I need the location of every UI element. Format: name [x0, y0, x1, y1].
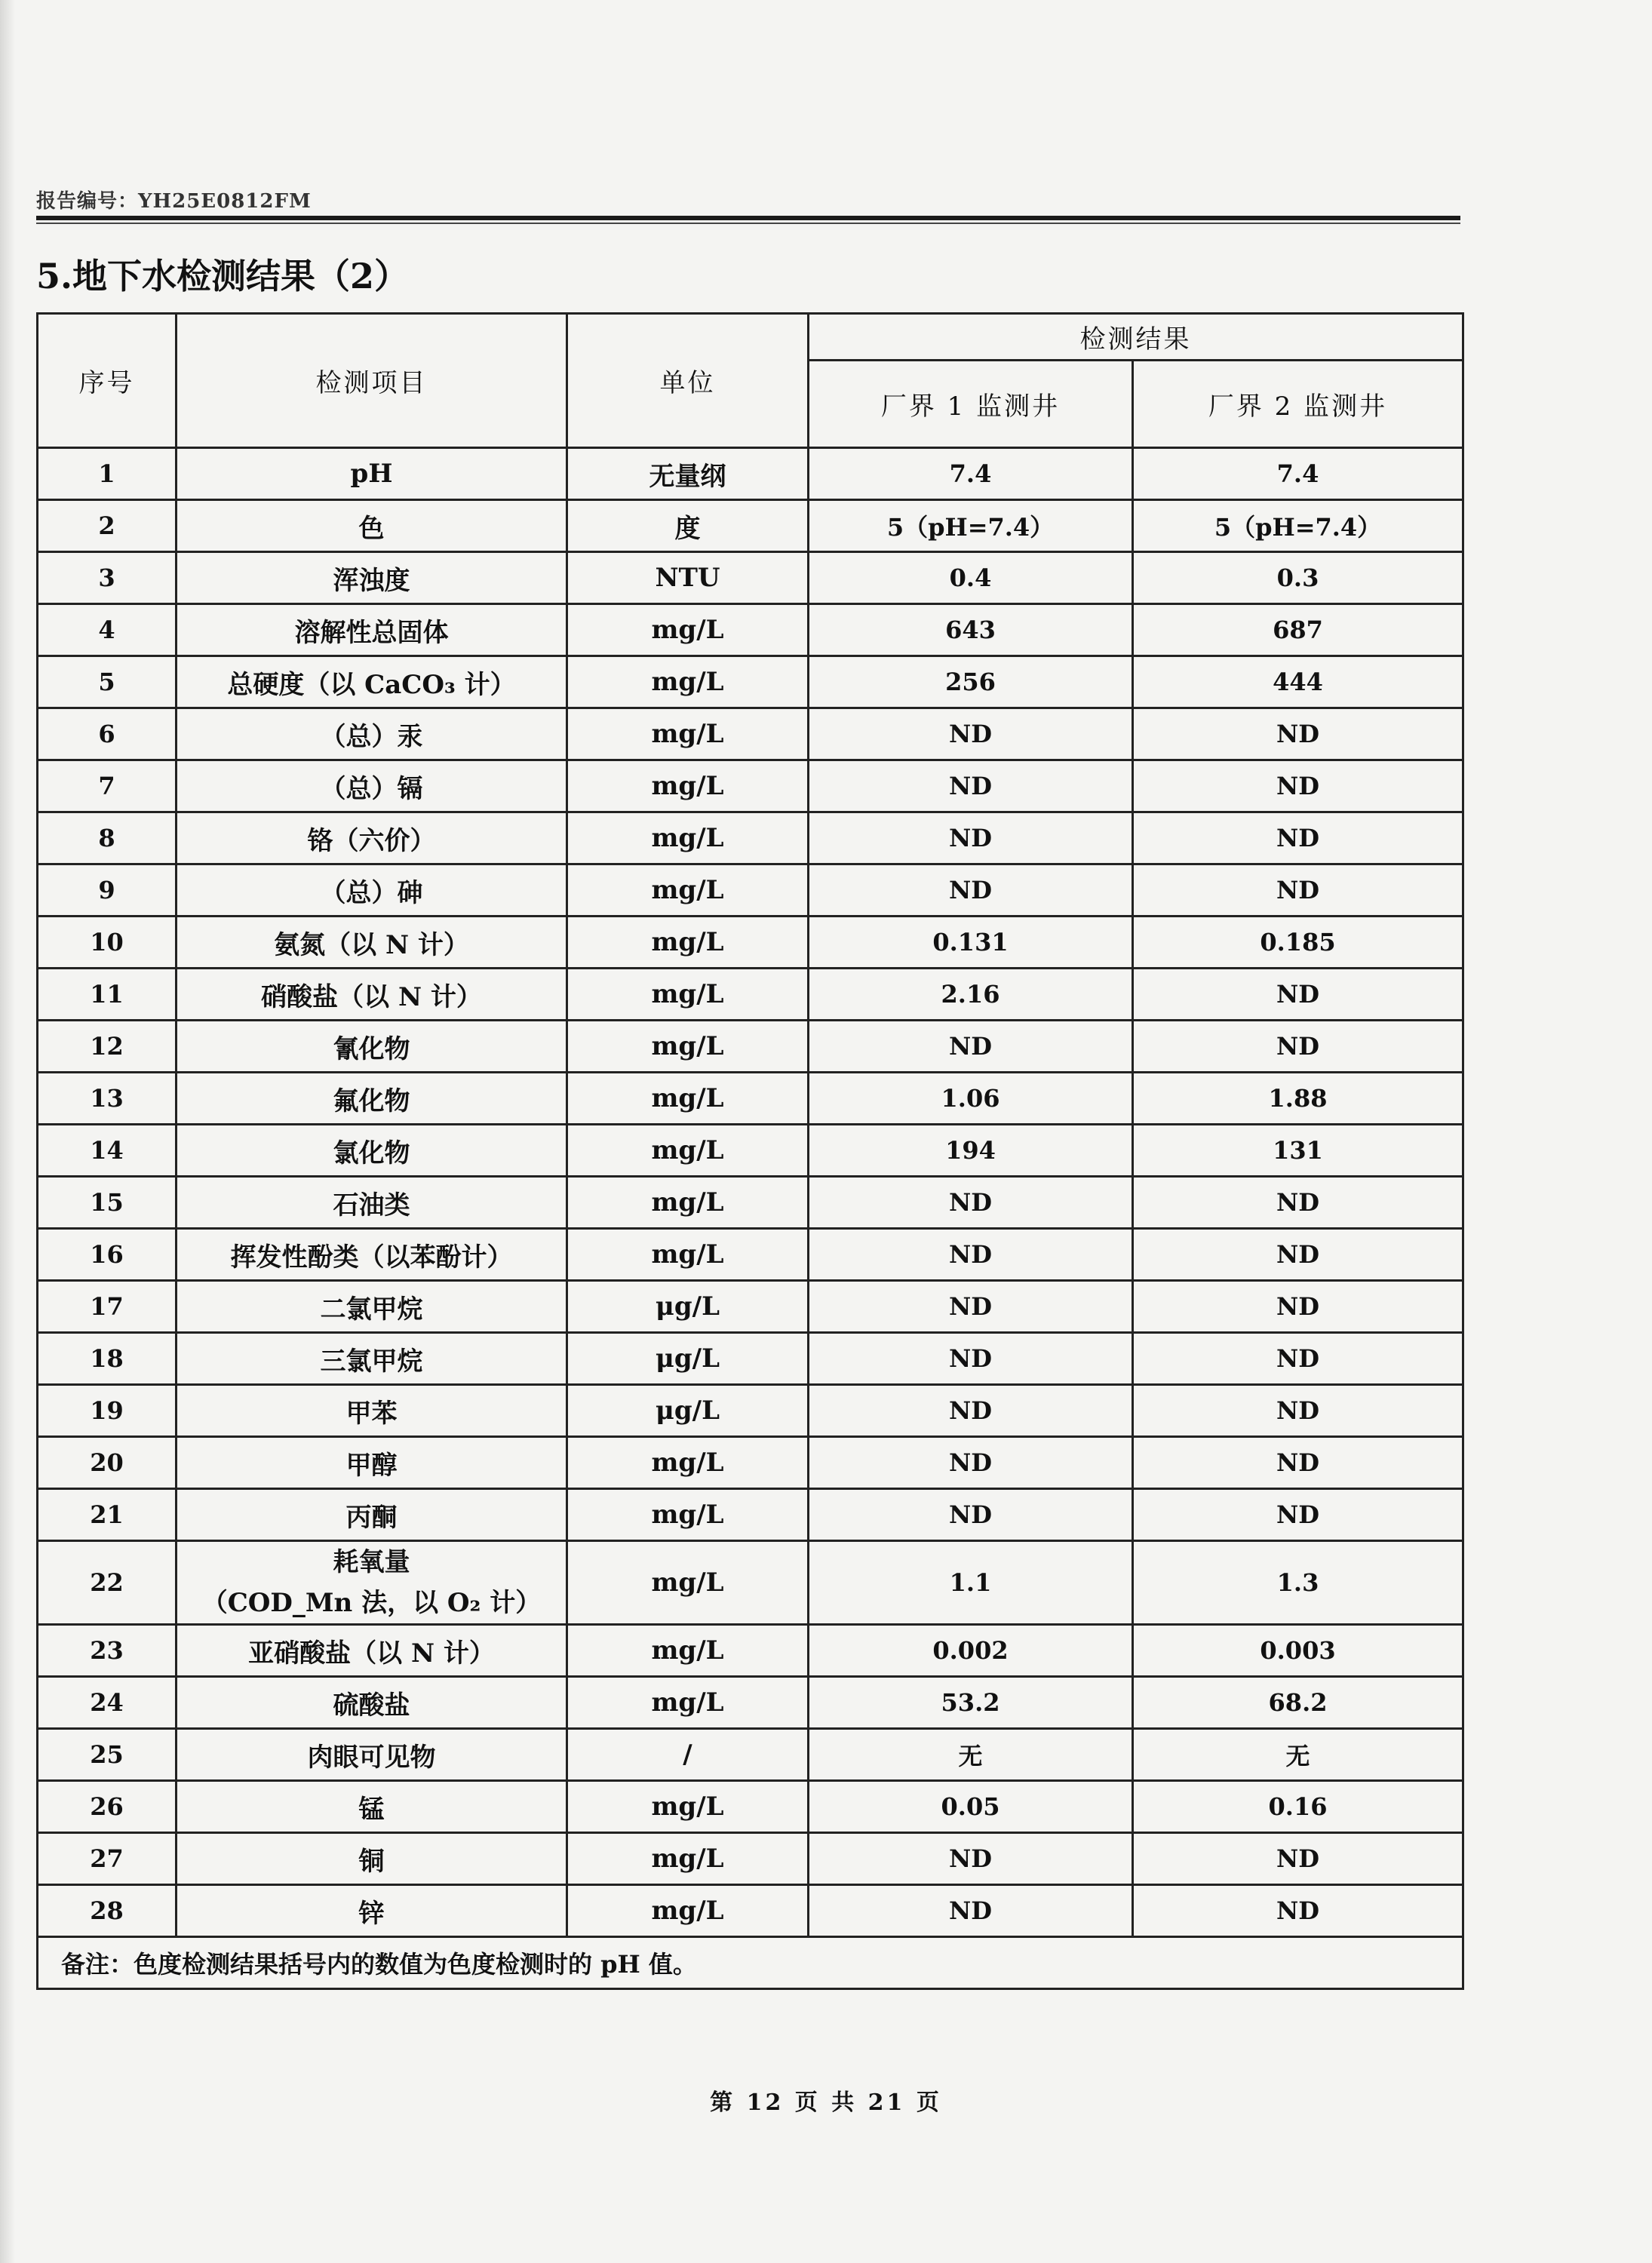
cell-unit: mg/L	[567, 656, 809, 708]
table-row	[38, 1385, 1463, 1437]
cell-item: 氟化物	[177, 1073, 567, 1125]
results-table	[36, 312, 1464, 1990]
cell-item: 甲苯	[177, 1385, 567, 1437]
table-row	[38, 1885, 1463, 1937]
cell-result-well-1: ND	[809, 812, 1133, 864]
cell-unit: NTU	[567, 552, 809, 604]
cell-result-well-1: 643	[809, 604, 1133, 656]
cell-result-well-2: 444	[1133, 656, 1463, 708]
cell-item-line2: （COD_Mn 法，以 O₂ 计）	[201, 1588, 542, 1618]
cell-result-well-1: ND	[809, 1021, 1133, 1073]
cell-result-well-2: ND	[1133, 864, 1463, 917]
table-row	[38, 604, 1463, 656]
cell-no: 12	[38, 1021, 177, 1073]
cell-result-well-2: ND	[1133, 1021, 1463, 1073]
table-row	[38, 1177, 1463, 1229]
header-well-2: 厂界 2 监测井	[1133, 361, 1463, 448]
cell-result-well-2: 5（pH=7.4）	[1133, 500, 1463, 552]
cell-unit: mg/L	[567, 917, 809, 969]
cell-unit: mg/L	[567, 1489, 809, 1541]
cell-result-well-2: ND	[1133, 1281, 1463, 1333]
cell-result-well-1: ND	[809, 1333, 1133, 1385]
cell-unit: mg/L	[567, 1781, 809, 1833]
cell-unit: mg/L	[567, 812, 809, 864]
table-row	[38, 708, 1463, 760]
cell-item: 硝酸盐（以 N 计）	[177, 969, 567, 1021]
table-row	[38, 864, 1463, 917]
cell-no: 27	[38, 1833, 177, 1885]
cell-result-well-2: 0.003	[1133, 1625, 1463, 1677]
cell-no: 14	[38, 1125, 177, 1177]
header-well-1: 厂界 1 监测井	[809, 361, 1133, 448]
cell-no: 17	[38, 1281, 177, 1333]
cell-unit: mg/L	[567, 708, 809, 760]
cell-no: 10	[38, 917, 177, 969]
cell-item: pH	[177, 448, 567, 500]
cell-item: 硫酸盐	[177, 1677, 567, 1729]
cell-no: 8	[38, 812, 177, 864]
page-footer: 第 12 页 共 21 页	[710, 2090, 942, 2116]
cell-result-well-2: 687	[1133, 604, 1463, 656]
table-row	[38, 500, 1463, 552]
table-row	[38, 1229, 1463, 1281]
table-row	[38, 552, 1463, 604]
cell-result-well-2: ND	[1133, 812, 1463, 864]
cell-unit: mg/L	[567, 1625, 809, 1677]
cell-result-well-1: ND	[809, 1885, 1133, 1937]
table-row	[38, 1489, 1463, 1541]
cell-result-well-1: ND	[809, 1281, 1133, 1333]
cell-result-well-2: 131	[1133, 1125, 1463, 1177]
header-item: 检测项目	[177, 314, 567, 448]
cell-result-well-1: 1.1	[809, 1541, 1133, 1625]
cell-item: 溶解性总固体	[177, 604, 567, 656]
cell-result-well-1: 256	[809, 656, 1133, 708]
cell-unit: mg/L	[567, 760, 809, 812]
cell-result-well-2: ND	[1133, 1229, 1463, 1281]
cell-result-well-1: 7.4	[809, 448, 1133, 500]
cell-item: 氨氮（以 N 计）	[177, 917, 567, 969]
cell-no: 7	[38, 760, 177, 812]
cell-unit: 度	[567, 500, 809, 552]
cell-result-well-2: 0.16	[1133, 1781, 1463, 1833]
cell-unit: μg/L	[567, 1281, 809, 1333]
table-row	[38, 760, 1463, 812]
cell-unit: 无量纲	[567, 448, 809, 500]
cell-item: （总）汞	[177, 708, 567, 760]
cell-item: 肉眼可见物	[177, 1729, 567, 1781]
cell-result-well-1: ND	[809, 1489, 1133, 1541]
cell-unit: μg/L	[567, 1333, 809, 1385]
cell-item: 石油类	[177, 1177, 567, 1229]
cell-result-well-1: 0.4	[809, 552, 1133, 604]
cell-result-well-1: 5（pH=7.4）	[809, 500, 1133, 552]
cell-result-well-1: ND	[809, 1833, 1133, 1885]
cell-no: 1	[38, 448, 177, 500]
cell-result-well-1: 1.06	[809, 1073, 1133, 1125]
header-results: 检测结果	[809, 314, 1463, 361]
cell-result-well-2: 0.185	[1133, 917, 1463, 969]
cell-unit: μg/L	[567, 1385, 809, 1437]
cell-result-well-2: ND	[1133, 1489, 1463, 1541]
cell-no: 20	[38, 1437, 177, 1489]
table-row	[38, 656, 1463, 708]
cell-result-well-2: ND	[1133, 1833, 1463, 1885]
cell-item: 铬（六价）	[177, 812, 567, 864]
cell-result-well-2: ND	[1133, 1885, 1463, 1937]
cell-unit: mg/L	[567, 1677, 809, 1729]
cell-unit: mg/L	[567, 1073, 809, 1125]
table-row	[38, 812, 1463, 864]
cell-item: 锰	[177, 1781, 567, 1833]
section-title: 5.地下水检测结果（2）	[36, 256, 410, 296]
cell-result-well-2: ND	[1133, 1437, 1463, 1489]
table-row	[38, 969, 1463, 1021]
cell-no: 5	[38, 656, 177, 708]
cell-no: 13	[38, 1073, 177, 1125]
cell-unit: mg/L	[567, 1437, 809, 1489]
cell-item: 浑浊度	[177, 552, 567, 604]
cell-unit: mg/L	[567, 969, 809, 1021]
cell-no: 4	[38, 604, 177, 656]
cell-item: 挥发性酚类（以苯酚计）	[177, 1229, 567, 1281]
cell-result-well-2: 1.3	[1133, 1541, 1463, 1625]
cell-item: 甲醇	[177, 1437, 567, 1489]
cell-result-well-1: ND	[809, 1229, 1133, 1281]
cell-result-well-1: 2.16	[809, 969, 1133, 1021]
cell-unit: mg/L	[567, 1177, 809, 1229]
table-row	[38, 1625, 1463, 1677]
cell-no: 11	[38, 969, 177, 1021]
cell-result-well-1: ND	[809, 760, 1133, 812]
cell-item: 丙酮	[177, 1489, 567, 1541]
page-edge-shadow	[0, 0, 15, 2263]
table-row	[38, 1437, 1463, 1489]
cell-result-well-1: ND	[809, 1385, 1133, 1437]
cell-no: 16	[38, 1229, 177, 1281]
cell-no: 2	[38, 500, 177, 552]
table-remark: 备注：色度检测结果括号内的数值为色度检测时的 pH 值。	[38, 1937, 1463, 1989]
cell-result-well-2: 1.88	[1133, 1073, 1463, 1125]
cell-unit: mg/L	[567, 1021, 809, 1073]
cell-result-well-2: 0.3	[1133, 552, 1463, 604]
cell-unit: mg/L	[567, 1833, 809, 1885]
cell-result-well-2: 无	[1133, 1729, 1463, 1781]
cell-item: 三氯甲烷	[177, 1333, 567, 1385]
cell-no: 24	[38, 1677, 177, 1729]
cell-result-well-2: ND	[1133, 1177, 1463, 1229]
cell-no: 6	[38, 708, 177, 760]
cell-result-well-1: ND	[809, 708, 1133, 760]
header-rule-thin	[36, 223, 1460, 224]
table-row	[38, 1833, 1463, 1885]
cell-no: 25	[38, 1729, 177, 1781]
cell-result-well-2: 7.4	[1133, 448, 1463, 500]
cell-no: 21	[38, 1489, 177, 1541]
cell-result-well-2: ND	[1133, 1385, 1463, 1437]
cell-unit: mg/L	[567, 1229, 809, 1281]
cell-unit: /	[567, 1729, 809, 1781]
cell-no: 15	[38, 1177, 177, 1229]
table-row	[38, 1333, 1463, 1385]
cell-no: 26	[38, 1781, 177, 1833]
header-unit: 单位	[567, 314, 809, 448]
cell-result-well-1: 无	[809, 1729, 1133, 1781]
cell-no: 23	[38, 1625, 177, 1677]
cell-result-well-1: 0.002	[809, 1625, 1133, 1677]
table-row	[38, 1281, 1463, 1333]
table-row	[38, 1073, 1463, 1125]
table-row	[38, 1781, 1463, 1833]
cell-item: 总硬度（以 CaCO₃ 计）	[177, 656, 567, 708]
table-body	[38, 448, 1463, 1937]
table-row	[38, 1729, 1463, 1781]
cell-unit: mg/L	[567, 1541, 809, 1625]
cell-item-line1: 耗氧量	[333, 1547, 410, 1577]
cell-result-well-1: ND	[809, 1437, 1133, 1489]
table-row	[38, 448, 1463, 500]
cell-no: 22	[38, 1541, 177, 1625]
cell-result-well-1: ND	[809, 864, 1133, 917]
cell-unit: mg/L	[567, 1885, 809, 1937]
cell-no: 28	[38, 1885, 177, 1937]
cell-result-well-1: 194	[809, 1125, 1133, 1177]
table-row	[38, 1677, 1463, 1729]
cell-result-well-2: ND	[1133, 760, 1463, 812]
cell-result-well-1: 0.05	[809, 1781, 1133, 1833]
cell-item: 氰化物	[177, 1021, 567, 1073]
cell-item	[177, 1541, 567, 1625]
cell-unit: mg/L	[567, 604, 809, 656]
cell-unit: mg/L	[567, 864, 809, 917]
cell-result-well-2: ND	[1133, 708, 1463, 760]
cell-item: （总）砷	[177, 864, 567, 917]
header-no: 序号	[38, 314, 177, 448]
cell-item: 色	[177, 500, 567, 552]
cell-no: 19	[38, 1385, 177, 1437]
cell-no: 3	[38, 552, 177, 604]
table-row	[38, 1541, 1463, 1625]
cell-result-well-1: ND	[809, 1177, 1133, 1229]
cell-no: 18	[38, 1333, 177, 1385]
report-number: 报告编号：YH25E0812FM	[36, 190, 312, 213]
cell-item: （总）镉	[177, 760, 567, 812]
header-rule	[36, 216, 1460, 220]
cell-no: 9	[38, 864, 177, 917]
cell-result-well-1: 53.2	[809, 1677, 1133, 1729]
table-row	[38, 1125, 1463, 1177]
cell-unit: mg/L	[567, 1125, 809, 1177]
cell-item: 铜	[177, 1833, 567, 1885]
cell-item: 亚硝酸盐（以 N 计）	[177, 1625, 567, 1677]
cell-item: 二氯甲烷	[177, 1281, 567, 1333]
cell-result-well-2: ND	[1133, 969, 1463, 1021]
cell-result-well-2: 68.2	[1133, 1677, 1463, 1729]
table-row	[38, 917, 1463, 969]
cell-result-well-1: 0.131	[809, 917, 1133, 969]
table-row	[38, 1021, 1463, 1073]
cell-item: 锌	[177, 1885, 567, 1937]
cell-result-well-2: ND	[1133, 1333, 1463, 1385]
cell-item: 氯化物	[177, 1125, 567, 1177]
